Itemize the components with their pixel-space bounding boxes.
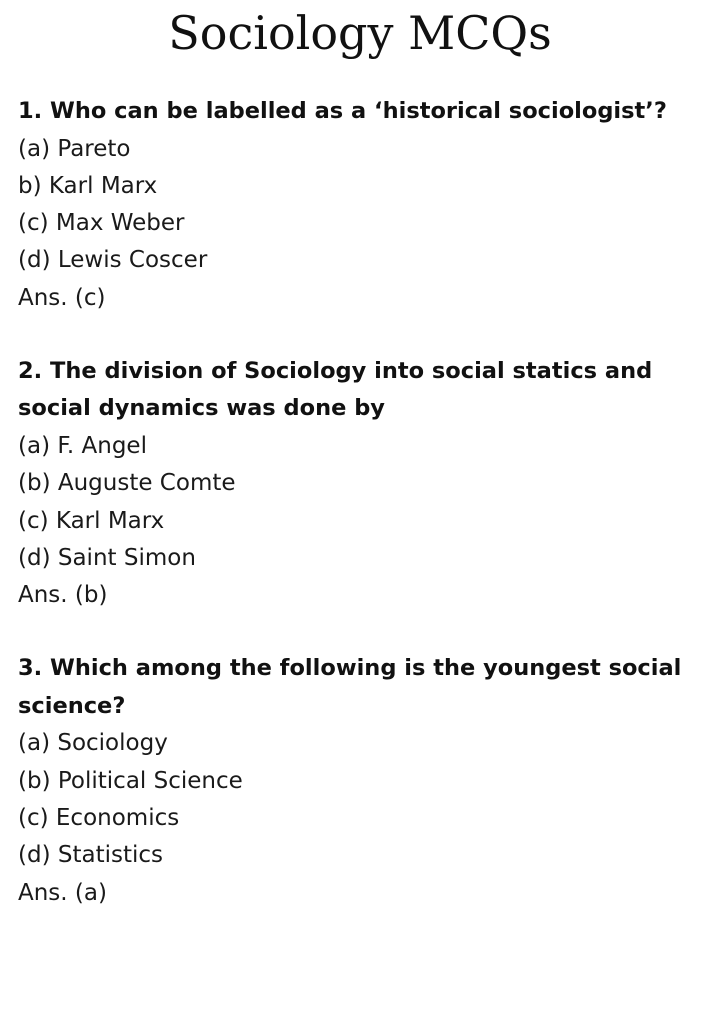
- question-3: [18, 650, 708, 911]
- option-d: (d) Saint Simon: [18, 544, 196, 571]
- option-b: b) Karl Marx: [18, 172, 158, 199]
- question-1: [18, 93, 708, 317]
- option-a: (a) Pareto: [18, 135, 131, 162]
- mcq-list: [18, 93, 708, 948]
- question-text: 2. The division of Sociology into social statics and social dynamics was done by: [18, 357, 653, 422]
- question-text: 1. Who can be labelled as a ‘historical sociologist’?: [18, 98, 667, 124]
- question-text: 3. Which among the following is the youngest social science?: [18, 655, 682, 719]
- option-d: (d) Lewis Coscer: [18, 247, 208, 274]
- answer: Ans. (b): [18, 582, 108, 609]
- option-c: (c) Max Weber: [18, 210, 185, 237]
- question-2: [18, 353, 708, 614]
- option-d: (d) Statistics: [18, 842, 163, 869]
- option-b: (b) Political Science: [18, 767, 243, 794]
- option-a: (a) F. Angel: [18, 432, 147, 459]
- answer: Ans. (c): [18, 284, 106, 311]
- option-c: (c) Karl Marx: [18, 507, 165, 534]
- option-c: (c) Economics: [18, 805, 180, 832]
- option-b: (b) Auguste Comte: [18, 470, 236, 497]
- option-a: (a) Sociology: [18, 730, 168, 757]
- page-title: Sociology MCQs: [168, 6, 552, 60]
- answer: Ans. (a): [18, 879, 107, 906]
